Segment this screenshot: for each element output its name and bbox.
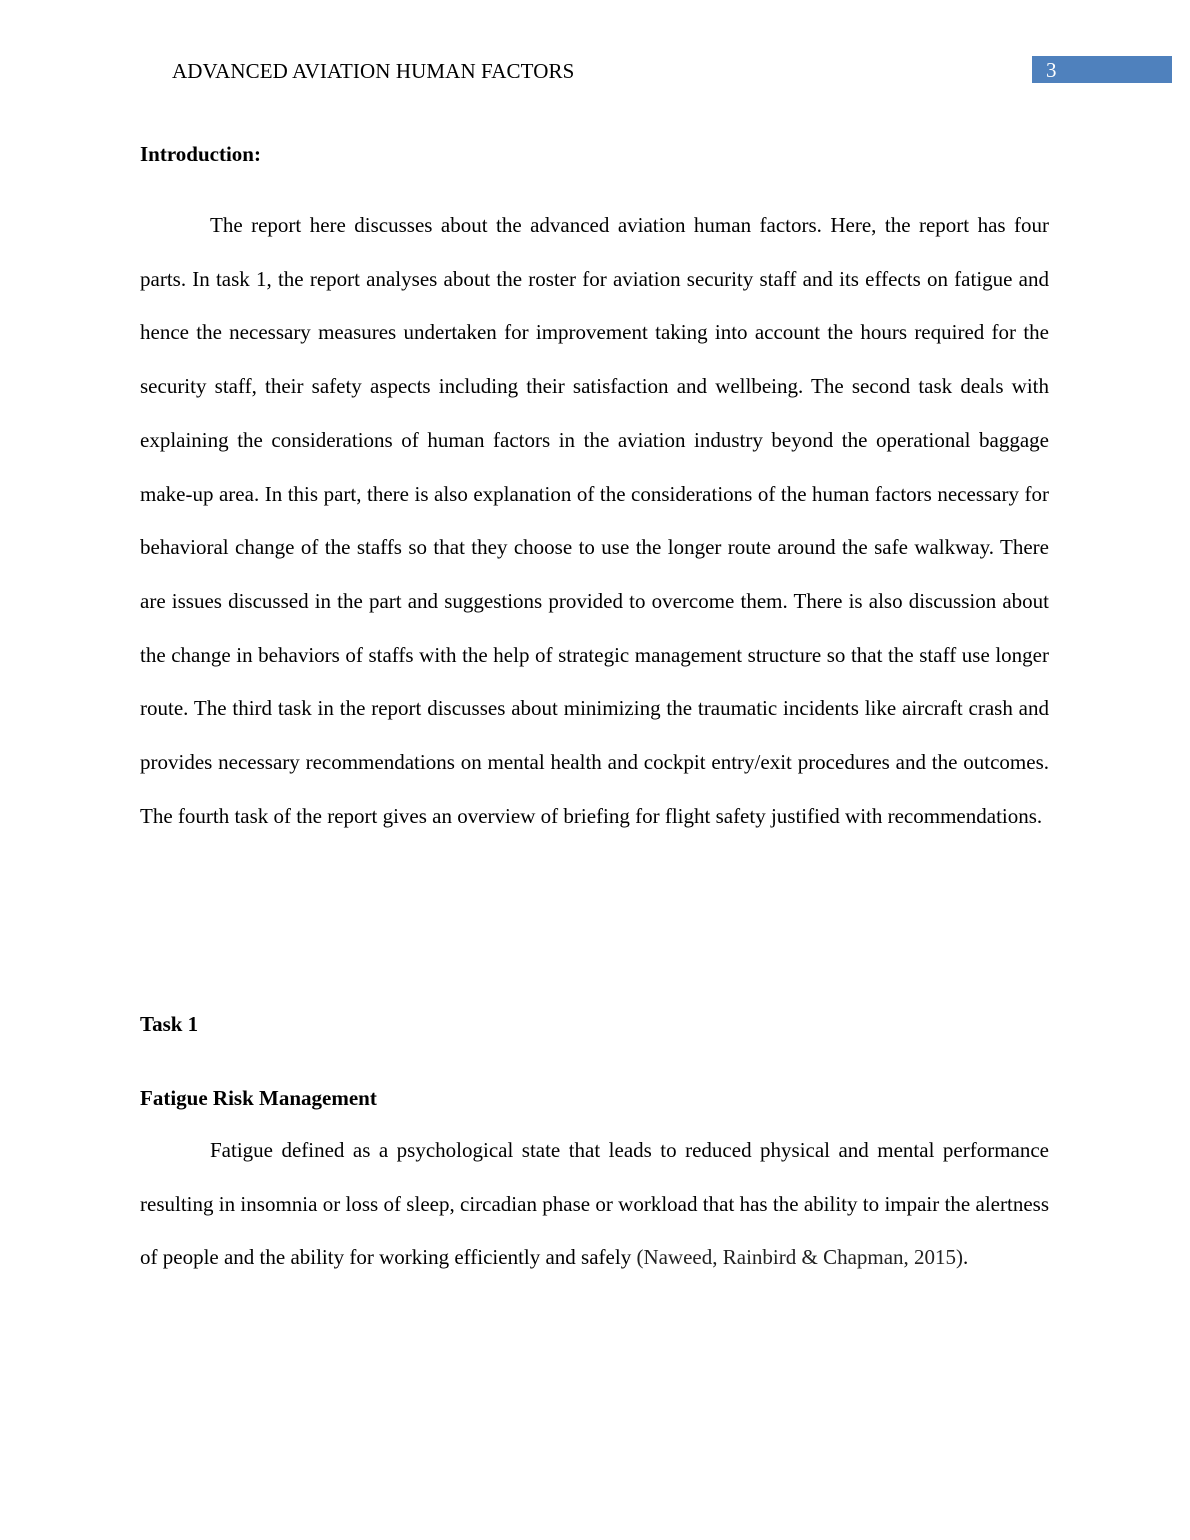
task1-heading: Task 1 xyxy=(140,1012,199,1036)
fatigue-paragraph-text: Fatigue defined as a psychological state that leads to reduced physical and mental performance resulting in insomnia or loss of sleep, circadian phase or workload that has the ability to impair the alertness of people and the ability for working efficiently and safely xyxy=(140,1138,1049,1270)
page-header xyxy=(0,55,1190,85)
introduction-heading: Introduction: xyxy=(140,142,261,166)
fatigue-paragraph xyxy=(140,1124,1049,1285)
page-number-box xyxy=(1032,56,1172,83)
introduction-paragraph: The report here discusses about the advanced aviation human factors. Here, the report has four parts. In task 1, the report analyses about the roster for aviation security staff and its effects on fatigue and hence the necessary measures undertaken for improvement taking into account the hours required for the security staff, their safety aspects including their satisfaction and wellbeing. The second task deals with explaining the considerations of human factors in the aviation industry beyond the operational baggage make-up area. In this part, there is also explanation of the considerations of the human factors necessary for behavioral change of the staffs so that they choose to use the longer route around the safe walkway. There are issues discussed in the part and suggestions provided to overcome them. There is also discussion about the change in behaviors of staffs with the help of strategic management structure so that the staff use longer route. The third task in the report discusses about minimizing the traumatic incidents like aircraft crash and provides necessary recommendations on mental health and cockpit entry/exit procedures and the outcomes. The fourth task of the report gives an overview of briefing for flight safety justified with recommendations. xyxy=(140,213,1049,828)
running-head: ADVANCED AVIATION HUMAN FACTORS xyxy=(172,59,575,83)
fatigue-risk-management-heading: Fatigue Risk Management xyxy=(140,1086,377,1110)
fatigue-end-punctuation: . xyxy=(963,1245,969,1270)
fatigue-citation: (Naweed, Rainbird & Chapman, 2015) xyxy=(636,1245,964,1270)
page-number: 3 xyxy=(1046,58,1057,82)
